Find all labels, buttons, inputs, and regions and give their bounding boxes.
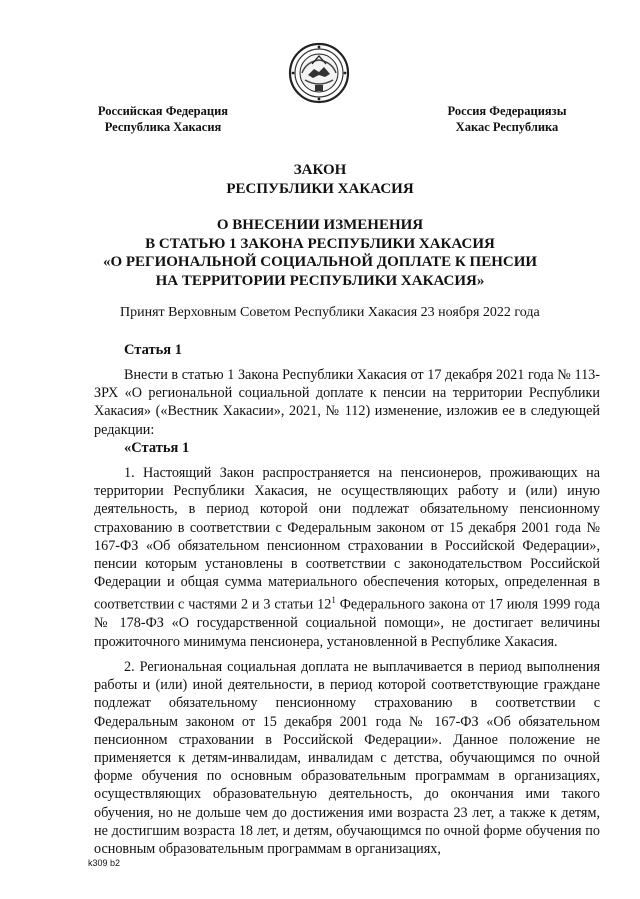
header-right-country: Россия Федерациязы (447, 104, 567, 118)
paragraph-1 (94, 464, 600, 651)
article-heading: Статья 1 (124, 342, 182, 358)
header-left (88, 103, 238, 135)
khakassia-coat-of-arms-icon (288, 42, 350, 104)
title-line-4: В СТАТЬЮ 1 ЗАКОНА РЕСПУБЛИКИ ХАКАСИЯ (145, 235, 495, 252)
law-title (100, 161, 540, 198)
quoted-article-heading: «Статья 1 (124, 440, 190, 456)
title-line-5: «О РЕГИОНАЛЬНОЙ СОЦИАЛЬНОЙ ДОПЛАТЕ К ПЕНСИИ (102, 254, 538, 270)
adoption-line: Принят Верховным Советом Республики Хакасия 23 ноября 2022 года (120, 305, 540, 320)
header-right (442, 103, 572, 135)
paragraph-1-text-a: 1. Настоящий Закон распространяется на пенсионеров, проживающих на территории Республики Хакасия, не осуществляющих работу и (или) иную деятельность, в период которой они подлежат обязательному пенсионному страхованию в соответствии с Федеральным законом от 15 декабря 2001 года № 167-ФЗ «Об обязательном пенсионном страховании в Российской Федерации», пенсии которым установлены в соответствии с законодательством Российской Федерации и общая сумма материального обеспечения которых, определенная в соответствии с частями 2 и 3 статьи 12 (94, 465, 600, 614)
document-code: k309 b2 (88, 858, 121, 868)
title-line-1: ЗАКОН (293, 162, 347, 178)
title-line-6: НА ТЕРРИТОРИИ РЕСПУБЛИКИ ХАКАСИЯ» (155, 272, 485, 289)
law-subject (100, 216, 540, 290)
title-line-3: О ВНЕСЕНИИ ИЗМЕНЕНИЯ (216, 217, 424, 233)
header-left-country: Российская Федерация (97, 104, 229, 118)
paragraph-1-superscript: 1 (331, 595, 336, 606)
paragraph-2: 2. Региональная социальная доплата не выплачивается в период выполнения работы и (или) иной деятельности, в период которой соответствующие граждане подлежат обязательному пенсионному страхованию в соответствии с Федеральным законом от 15 декабря 2001 года № 167-ФЗ «Об обязательном пенсионном страховании в Российской Федерации». Данное положение не применяется к детям-инвалидам, инвалидам с детства, обучающимся по очной форме обучения по основным образовательным программам в организациях, осуществляющих образовательную деятельность, до окончания ими такого обучения, но не дольше чем до достижения ими возраста 23 лет, а также к детям, не достигшим возраста 18 лет, и детям, обучающимся по очной форме обучения по основным образовательным программам в организациях, (94, 659, 600, 858)
article-intro-paragraph: Внести в статью 1 Закона Республики Хакасия от 17 декабря 2021 года № 113-ЗРХ «О региональной социальной доплате к пенсии на территории Республики Хакасия» («Вестник Хакасии», 2021, № 112) изменение, изложив ее в следующей редакции: (94, 367, 600, 438)
header-right-republic: Хакас Республика (455, 120, 559, 134)
header-left-republic: Республика Хакасия (104, 120, 222, 134)
title-line-2: РЕСПУБЛИКИ ХАКАСИЯ (226, 180, 414, 197)
paragraph-1-text-b: Федерального закона от 17 июля 1999 года № 178-ФЗ «О государственной социальной помощи», не достигает величины прожиточного минимума пенсионера, установленной в Республике Хакасия. (94, 597, 600, 650)
